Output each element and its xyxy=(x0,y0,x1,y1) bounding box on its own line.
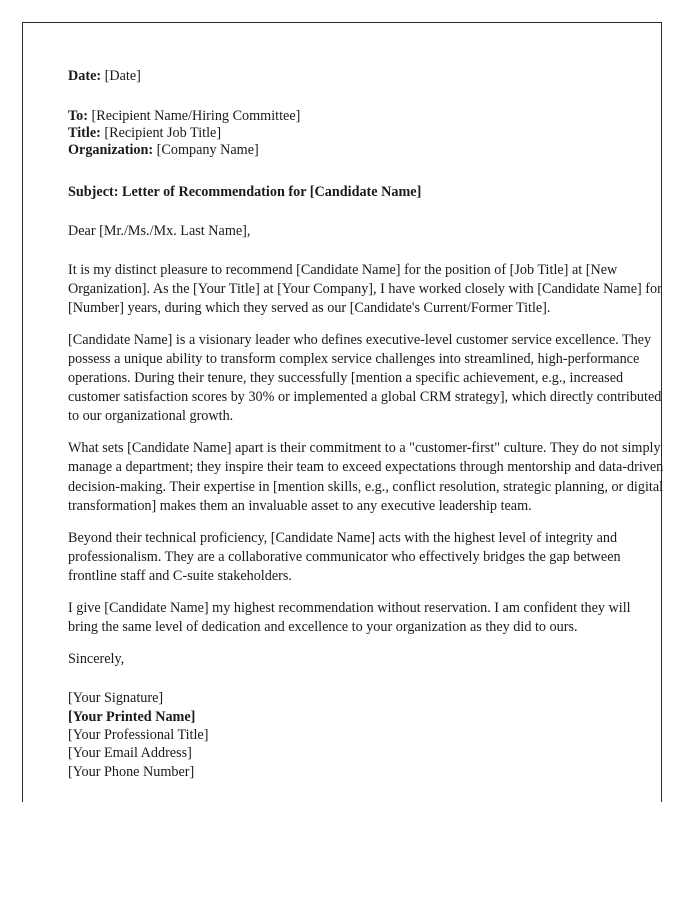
signature-block xyxy=(68,689,664,781)
subject-line: Subject: Letter of Recommendation for [Candidate Name] xyxy=(68,183,422,200)
phone-number-line: [Your Phone Number] xyxy=(68,763,195,780)
to-label: To: xyxy=(68,108,88,124)
recipient-to-line xyxy=(68,108,664,125)
body-paragraph-5: I give [Candidate Name] my highest recommendation without reservation. I am confident they will bring the same level of dedication and excellence to your organization as they did to ours. xyxy=(68,600,631,636)
date-label: Date: xyxy=(68,68,102,84)
to-value: [Recipient Name/Hiring Committee] xyxy=(91,108,301,124)
organization-value: [Company Name] xyxy=(156,142,259,159)
organization-label: Organization: xyxy=(68,142,154,159)
date-line xyxy=(68,67,664,86)
recipient-organization-line xyxy=(68,142,664,159)
salutation-line: Dear [Mr./Ms./Mx. Last Name], xyxy=(68,222,251,239)
recipient-title-value: [Recipient Job Title] xyxy=(104,125,222,142)
professional-title-line: [Your Professional Title] xyxy=(68,727,209,744)
body-paragraph-4: Beyond their technical proficiency, [Candidate Name] acts with the highest level of integrity and professionalism. They are a collaborative communicator who effectively bridges the gap between frontline staff and C-suite stakeholders. xyxy=(68,529,621,584)
document-page-frame xyxy=(22,22,662,802)
body-paragraph-3: What sets [Candidate Name] apart is their commitment to a "customer-first" culture. They do not simply manage a department; they inspire their team to exceed expectations through mentorship and data-driven decision-making. Their expertise in [mention skills, e.g., conflict resolution, strategic planning, or digital transformation] makes them an invaluable asset to any executive leadership team. xyxy=(68,440,664,514)
body-paragraph-1: It is my distinct pleasure to recommend [Candidate Name] for the position of [Job Title] at [New Organization]. As the [Your Title] at [Your Company], I have worked closely with [Candidate Name] for [Number] years, during which they served as our [Candidate's Current/Former Title]. xyxy=(68,261,662,316)
printed-name-line: [Your Printed Name] xyxy=(68,708,196,725)
email-address-line: [Your Email Address] xyxy=(68,745,192,762)
closing-line: Sincerely, xyxy=(68,651,125,668)
recipient-title-line xyxy=(68,125,664,142)
letter-content xyxy=(68,67,664,781)
date-value: [Date] xyxy=(104,68,141,84)
body-paragraph-2: [Candidate Name] is a visionary leader who defines executive-level customer service excellence. They possess a unique ability to transform complex service challenges into streamlined, high-performance operations. During their tenure, they successfully [mention a specific achievement, e.g., increased customer satisfaction scores by 30% or implemented a global CRM strategy], which directly contributed to our organizational growth. xyxy=(68,331,662,425)
signature-placeholder-line: [Your Signature] xyxy=(68,690,164,707)
recipient-block xyxy=(68,108,664,160)
recipient-title-label: Title: xyxy=(68,125,101,142)
